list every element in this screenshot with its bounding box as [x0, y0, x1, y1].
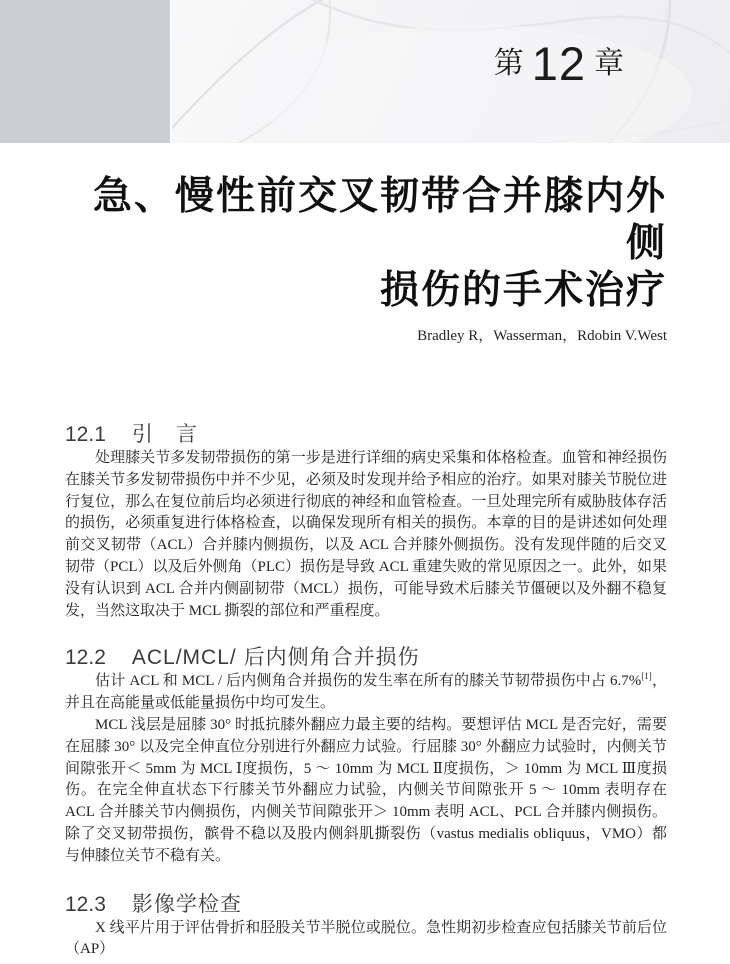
paragraph-text: 估计 ACL 和 MCL / 后内侧角合并损伤的发生率在所有的膝关节韧带损伤中占 6.7%	[95, 673, 642, 690]
section-title: 引 言	[131, 423, 198, 446]
chapter-prefix: 第	[493, 46, 524, 80]
chapter-title	[65, 173, 667, 314]
header-gray-block	[0, 0, 170, 143]
chapter-title-line1: 急、慢性前交叉韧带合并膝内外侧	[92, 175, 667, 265]
section-number: 12.1	[65, 423, 106, 446]
chapter-header-band	[0, 0, 730, 143]
section-heading-12-3	[65, 892, 667, 918]
section-number: 12.2	[65, 646, 106, 670]
chapter-suffix: 章	[594, 46, 624, 80]
section-title: ACL/MCL/ 后内侧角合并损伤	[131, 646, 420, 670]
section-title: 影像学检查	[131, 892, 242, 916]
paragraph-12-2-2: MCL 浅层是屈膝 30° 时抵抗膝外翻应力最主要的结构。要想评估 MCL 是否完好，需要在屈膝 30° 以及完全伸直位分别进行外翻应力试验。行屈膝 30° 外翻应力试验时，内侧关节间隙张开＜ 5mm 为 MCL Ⅰ度损伤，5 ～ 10mm 为 MCL Ⅱ度损伤，＞ 10mm 为 MCL Ⅲ度损伤。在完全伸直状态下行膝关节外翻应力试验，内侧关节间隙张开 5 ～ 10mm 表明存在 ACL 合并膝关节内侧损伤，内侧关节间隙张开＞ 10mm 表明 ACL、PCL 合并膝内侧损伤。除了交叉韧带损伤，髌骨不稳以及股内侧斜肌撕裂伤（vastus medialis obliquus，VMO）都与伸膝位关节不稳有关。	[65, 716, 667, 864]
page-content	[65, 143, 667, 961]
paragraph-12-2-1	[65, 671, 667, 715]
chapter-label	[493, 37, 624, 90]
paragraph-12-1-1: 处理膝关节多发韧带损伤的第一步是进行详细的病史采集和体格检查。血管和神经损伤在膝关节多发韧带损伤中并不少见，必须及时发现并给予相应的治疗。如果对膝关节脱位进行复位，那么在复位前后均必须进行彻底的神经和血管检查。一旦处理完所有威胁肢体存活的损伤，必须重复进行体格检查，以确保发现所有相关的损伤。本章的目的是讲述如何处理前交叉韧带（ACL）合并膝内侧损伤，以及 ACL 合并膝外侧损伤。没有发现伴随的后交叉韧带（PCL）以及后外侧角（PLC）损伤是导致 ACL 重建失败的常见原因之一。此外，如果没有认识到 ACL 合并内侧副韧带（MCL）损伤，可能导致术后膝关节僵硬以及外翻不稳复发，当然这取决于 MCL 撕裂的部位和严重程度。	[65, 450, 667, 619]
paragraph-12-3-1: X 线平片用于评估骨折和胫股关节半脱位或脱位。急性期初步检查应包括膝关节前后位（AP）	[65, 919, 667, 958]
section-heading-12-2	[65, 645, 667, 671]
citation-superscript: [1]	[641, 671, 652, 682]
section-heading-12-1	[65, 422, 667, 448]
section-number: 12.3	[65, 892, 106, 916]
header-artwork	[172, 0, 730, 143]
chapter-title-line2: 损伤的手术治疗	[379, 269, 667, 312]
paragraph-text: ，并且在高能量或低能量损伤中均可发生。	[65, 673, 667, 712]
knee-artwork-curves-icon	[172, 0, 730, 143]
authors-line: Bradley R，Wasserman，Rdobin V.West	[417, 328, 667, 344]
chapter-number: 12	[531, 37, 586, 90]
